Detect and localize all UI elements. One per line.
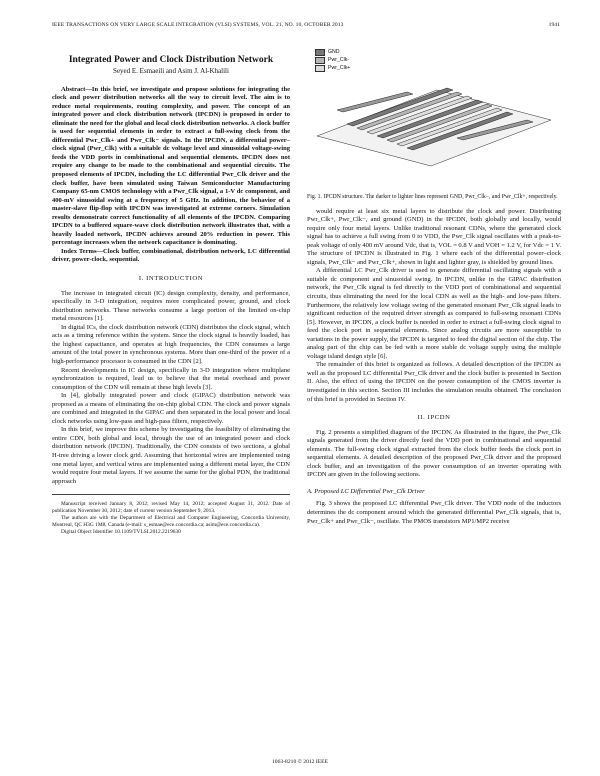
intro-paragraph: Recent developments in IC design, specifically in 3-D integration where multiplane synchronization is required, lead us to believe that the metal overhead and power consumption of the CDN will remain at these high levels [3]. — [52, 366, 290, 391]
authors: Seyed E. Esmaeili and Asim J. Al-Khalili — [113, 67, 229, 75]
abstract: Abstract—In this brief, we investigate and propose solutions for integrating the clock and power distribution networks all the way to circuit level. The aim is to reduce metal requirements, routing complexity, and power. The concept of an integrated power and clock distribution network (IPCDN) is proposed in order to eliminate the need for the global and local clock distribution networks. A clock buffer is used for sequential elements in order to extract a full-swing clock from the differential Pwr_Clk+ and Pwr_Clk− signals. In the IPCDN, a differential power–clock signal (Pwr_Clk) with a suitable dc voltage level and sinusoidal voltage-swing feeds the VDD ports in combinational and sequential elements. IPCDN does not require any change to be made to the combinational and sequential circuits. The proposed elements of IPCDN, including the LC differential Pwr_Clk driver and the clock buffer, have been simulated using Taiwan Semiconductor Manufacturing Company 65-nm CMOS technology with a Pwr_Clk signal, a 1-V dc component, and 400-mV sinusoidal swing at a frequency of 5 GHz. In addition, the behavior of a master-slave flip-flop with IPCDN was investigated at extreme corners. Simulation results demonstrate correct functionality of all elements of the IPCDN. Comparing IPCDN to a buffered square-wave clock distribution network illustrates that, with a heavily loaded network, IPCDN achieves around 20% reduction in power. This percentage increases when the network capacitance is dominating. — [52, 85, 290, 247]
subsection-title: A. Proposed LC Differential Pwr_Clk Driver — [307, 487, 425, 495]
right-column — [307, 40, 561, 526]
copyright-footer: 1063-8210 © 2012 IEEE — [272, 759, 328, 765]
abstract-block — [52, 86, 290, 265]
left-column — [52, 40, 290, 536]
section-title-introduction: I. INTRODUCTION — [138, 275, 204, 283]
page-number: 1941 — [548, 22, 560, 28]
paper-title: Integrated Power and Clock Distribution Network — [68, 55, 274, 65]
figure-1 — [307, 40, 561, 182]
figure-caption: Fig. 1. IPCDN structure. The darker to lighter lines represent GND, Pwr_Clk−, and Pwr_Clk+, respectively. — [307, 194, 558, 200]
figure-legend — [315, 48, 350, 72]
footnote: The authors are with the Department of Electrical and Computer Engineering, Concordia University, Montreal, QC H3G 1M8, Canada (e-mail: s_esmae@ece.concordia.ca; asim@ece.concordia.ca). — [52, 515, 290, 529]
legend-item: Pwr_Clk+ — [315, 64, 350, 72]
body-paragraph: would require at least six metal layers to distribute the clock and power. Distributing Pwr_Clk+, Pwr_Clk−, and ground (GND) in the IPCDN, both globally and locally, would require only four metal layers. Unlike traditional resonant CDNs, where the generated clock signal has to achieve a full swing from 0 to VDD, the Pwr_Clk signal oscillates with a peak-to-peak voltage of only 400 mV around Vdc, that is, VOL = 0.8 V and VOH = 1.2 V, for Vdc = 1 V. The structure of IPCDN is illustrated in Fig. 1 where each of the differential power–clock signals, Pwr_Clk− and Pwr_Clk+, shown in light and lighter gray, is shielded by ground lines. — [307, 207, 561, 266]
legend-item: Pwr_Clk- — [315, 56, 350, 64]
body-paragraph: A differential LC Pwr_Clk driver is used to generate differential oscillating signals with a suitable dc component and sinusoidal swing. In IPCDN, unlike in the GIPAC distribution network, the Pwr_Clk signal is fed directly to the VDD port of combinational and sequential circuits, thus eliminating the need for the local CDN as well as the high- and low-pass filters. Furthermore, the relatively low voltage swing of the generated resonant Pwr_Clk signal leads to significant reduction of the required driver strength as compared to full-swing resonant CDNs [5]. However, in IPCDN, a clock buffer is needed in order to extract a full-swing clock signal to feed the clock port in sequential elements. Since analog circuits are more susceptible to variations in the power supply, the IPCDN is targeted to feed the digital section of the chip. The analog part of the chip can be fed with a more stable dc voltage supply using the multiple voltage island design style [6]. — [307, 267, 561, 360]
body-paragraph: Fig. 2 presents a simplified diagram of the IPCDN. As illustrated in the figure, the Pwr_Clk signals generated from the driver directly feed the VDD port in combinational and sequential elements. The full-swing clock signal extracted from the clock buffer feeds the clock port in sequential elements. A detailed description of the proposed Pwr_Clk driver and the proposed clock buffer, and an investigation of the power consumption of an inverter operating with IPCDN are given in the following sections. — [307, 428, 561, 479]
footnote: Digital Object Identifier 10.1109/TVLSI.2012.2219630 — [61, 529, 181, 536]
footnotes — [52, 494, 290, 536]
intro-paragraph: In [4], globally integrated power and clock (GIPAC) distribution network was proposed as a means of eliminating the on-chip global CDN. The clock and power signals are combined and integrated in the GIPAC and then separated in the local power and local clock networks using low-pass and high-pass filters, respectively. — [52, 392, 290, 425]
intro-paragraph: In digital ICs, the clock distribution network (CDN) distributes the clock signal, which acts as a timing reference within the system. Since the clock signal is heavily loaded, has the highest capacitance, and operates at high frequencies, the CDN consumes a large amount of the total power in synchronous systems. More than one-third of the power of a high-performance processor is consumed in the CDN [2]. — [52, 323, 290, 365]
legend-item: GND — [315, 48, 350, 56]
body-paragraph: The remainder of this brief is organized as follows. A detailed description of the IPCDN as well as the proposed LC differential Pwr_Clk driver and the clock buffer is presented in Section II. Also, the effect of using the IPCDN on the power consumption of the CMOS inverter is investigated in this section. Section III includes the simulation results obtained. The conclusion of this brief is provided in Section IV. — [307, 361, 561, 403]
intro-paragraph: The increase in integrated circuit (IC) design complexity, density, and performance, specifically in 3-D integration, requires more complicated power, ground, and clock distribution networks. These networks consume a large portion of the limited on-chip metal resources [1]. — [52, 289, 290, 323]
running-header: IEEE TRANSACTIONS ON VERY LARGE SCALE INTEGRATION (VLSI) SYSTEMS, VOL. 21, NO. 10, OCTOBER 2013 — [52, 22, 344, 28]
index-terms: Index Terms—Clock buffer, combinational, distribution network, LC differential driver, power-clock, sequential. — [52, 247, 290, 264]
footnote: Manuscript received January 8, 2012; revised May 14, 2012; accepted August 31, 2012. Date of publication November 30, 2012; date of current version September 9, 2013. — [52, 501, 290, 515]
section-title-ipcdn: II. IPCDN — [417, 414, 451, 422]
body-paragraph: Fig. 3 shows the proposed LC differential Pwr_Clk driver. The VDD node of the inductors determines the dc component around which the generated differential Pwr_Clk signals, that is, Pwr_Clk+ and Pwr_Clk−, oscillate. The PMOS transistors MP1/MP2 receive — [307, 500, 561, 525]
intro-paragraph: In this brief, we improve this scheme by investigating the feasibility of eliminating the entire CDN, both global and local, through the use of an integrated power and clock distribution network (IPCDN). Traditionally, the CDN consists of two sections, a global H-tree driving a lower clock grid. Assuming that horizontal wires are implemented using one metal layer, and vertical wires are implemented using a different metal layer, the CDN would require four metal layers. If we assume the same for the global PDN, the traditional approach — [52, 426, 290, 485]
